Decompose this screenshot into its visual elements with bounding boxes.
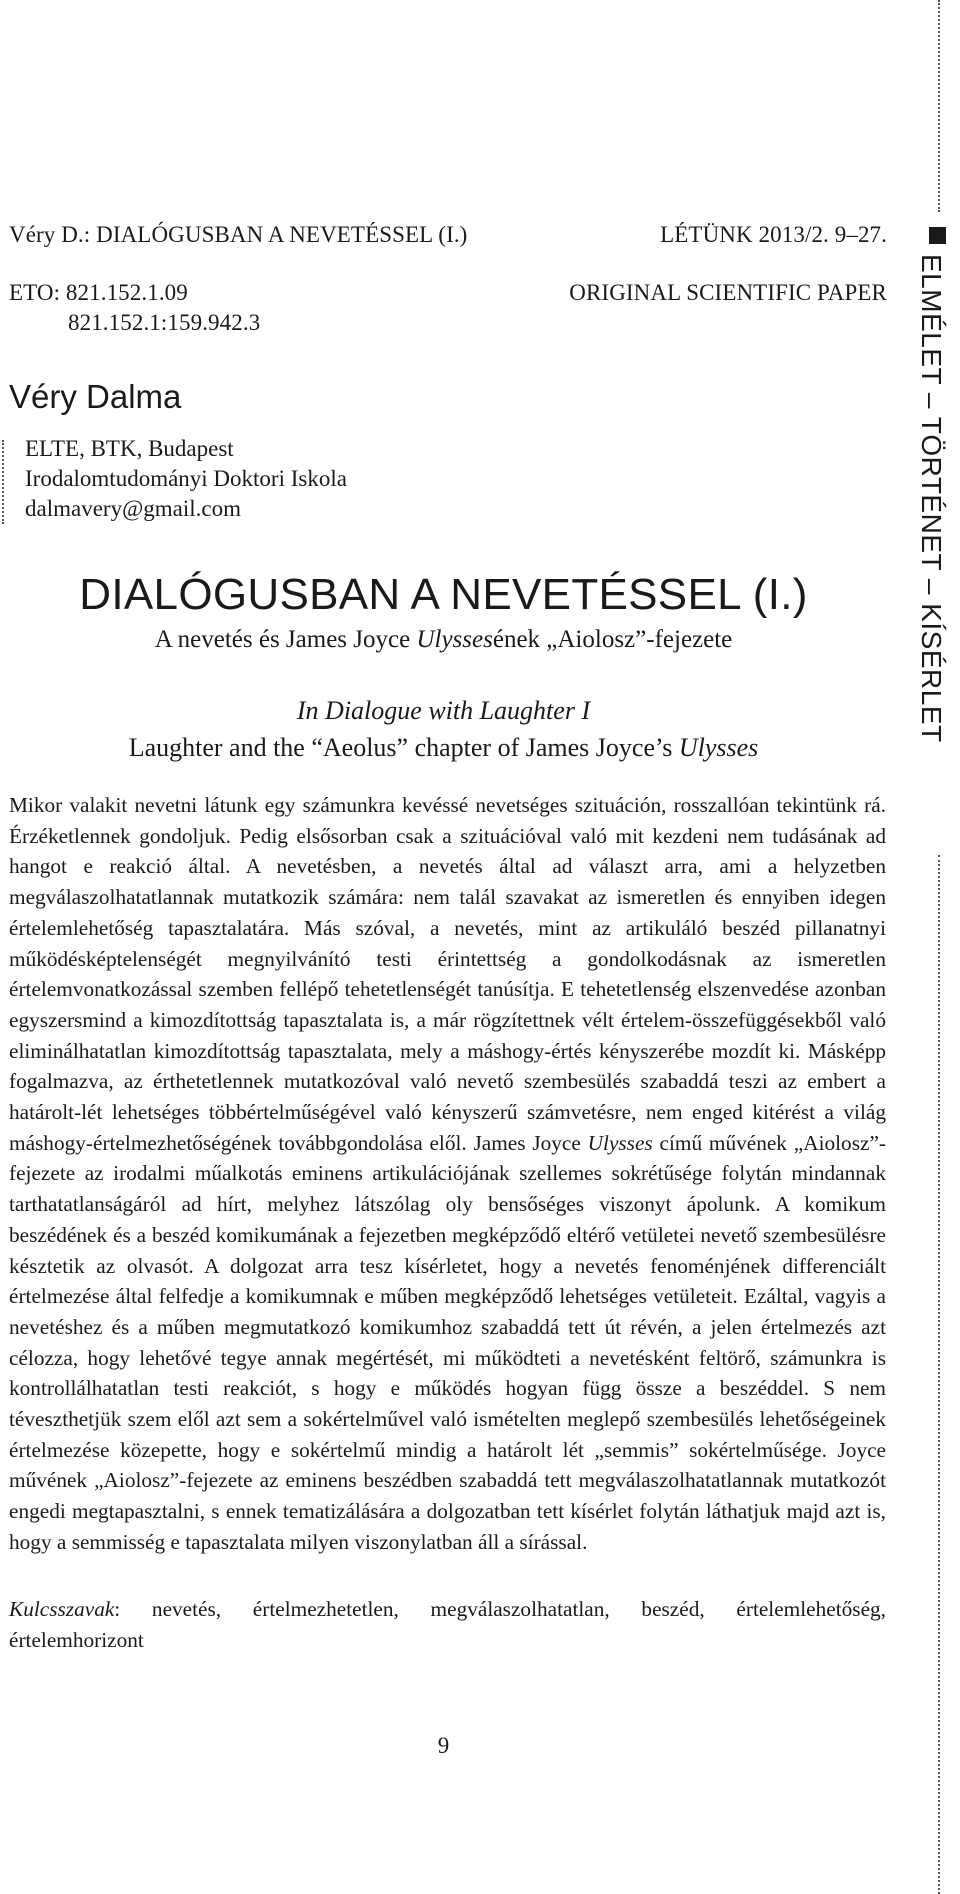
affiliation-line: Irodalomtudományi Doktori Iskola [25,466,347,491]
subtitle-text: ének „Aiolosz”-fejezete [492,626,733,653]
side-divider-top [938,0,940,212]
journal-citation: LÉTÜNK 2013/2. 9–27. [660,222,887,247]
article-title: DIALÓGUSBAN A NEVETÉSSEL (I.) [79,570,808,619]
english-subtitle-work-title: Ulysses [678,733,759,762]
author-affiliation [9,434,347,524]
english-title: In Dialogue with Laughter I [296,696,591,725]
page-number: 9 [437,1733,450,1758]
affiliation-line: ELTE, BTK, Budapest [25,436,234,461]
author-email: dalmavery@gmail.com [25,496,241,521]
section-label: ELMÉLET – TÖRTÉNET – KÍSÉRLET [916,254,947,743]
keywords-text: : nevetés, értelmezhetetlen, megválaszolhatatlan, beszéd, értelemlehetőség, értelemhorizont [9,1597,886,1652]
eto-code-secondary: 821.152.1:159.942.3 [68,310,261,335]
section-marker-icon [929,227,946,244]
side-divider-bottom [938,855,940,1894]
english-subtitle [0,733,887,763]
abstract-text: Mikor valakit nevetni látunk egy számunkra kevéssé nevetséges szituáción, rosszallóan tekintünk rá. Érzéketlennek gondoljuk. Pedig elsősorban csak a szituációval való mit kezdeni nem tudásának ad hangot e reakció által. A nevetésben, a nevetés által ad választ arra, ami a helyzetben megválaszolhatatlannak mutatkozik számára: nem talál szavakat az ismeretlen és ennyiben idegen értelemlehetőség tapasztalatára. Más szóval, a nevetés, mint az artikuláló beszéd pillanatnyi működésképtelenségét megnyilvánító testi érintettség a gondolkodásnak az ismeretlen értelemvonatkozással szemben fellépő tehetetlenségét tanúsítja. E tehetetlenség elszenvedése azonban egyszersmind a kimozdítottság tapasztalata is, a már rögzítettnek vélt értelem-összefüggésekből való eliminálhatatlan kimozdítottság tapasztalata, mely a máshogy-értés kényszerébe mozdít ki. Másképp fogalmazva, az érthetetlennek mutatkozóval való nevető szembesülés szabaddá teszi az embert a határolt-lét lehetséges többértelműségével való kényszerű számvetésre, nem enged kitérést a világ máshogy-értelmezhetőségének továbbgondolása elől. James Joyce [9,793,886,1155]
abstract [9,790,886,1558]
keywords [9,1594,886,1655]
running-title: Véry D.: DIALÓGUSBAN A NEVETÉSSEL (I.) [9,222,468,247]
subtitle-work-title: Ulysses [416,626,493,653]
abstract-work-title: Ulysses [587,1130,653,1155]
abstract-text: című művének „Aiolosz”-fejezete az irodalmi műalkotás eminens artikulációjának szellemes sokrétűsége folytán mindannak tarthatatlanságáról ad hírt, melyhez látszólag oly bensőséges viszonyt ápolunk. A komikum beszédének és a beszéd komikumának a fejezetben megképződő eltérő vetületei nevető szembesülésre késztetik az olvasót. A dolgozat arra tesz kísérletet, hogy a nevetés fenoménjének differenciált értelmezése által felfedje a komikumnak e műben megképződő lehetséges vetületeit. Ezáltal, vagyis a nevetéshez és a műben megmutatkozó komikumhoz szabaddá tett út révén, a jelen értelmezés azt célozza, hogy lehetővé tegye annak megértését, mi működteti a nevetésként feltörő, számunkra is kontrollálhatatlan testi reakciót, s hogy e működés hogyan függ össze a beszéddel. S nem téveszthetjük szem elől azt sem a sokértelművel való ismételten meglepő szembesülés lehetőségeinek értelmezése közepette, hogy e sokértelmű mindig a határolt lét „semmis” sokértelműsége. Joyce művének „Aiolosz”-fejezete az eminens beszédben szabaddá tett megválaszolhatatlannak mutatkozót engedi megtapasztalni, s ennek tematizálására a dolgozatban tett kísérlet folytán láthatjuk majd azt is, hogy a semmisség e tapasztalata milyen viszonylatban áll a sírással. [9,1130,886,1554]
subtitle-text: A nevetés és James Joyce [154,626,417,653]
eto-code: ETO: 821.152.1.09 [9,280,188,305]
paper-type: ORIGINAL SCIENTIFIC PAPER [569,280,887,305]
english-subtitle-text: Laughter and the “Aeolus” chapter of James Joyce’s [128,733,679,762]
affiliation-divider [2,440,4,524]
keywords-label: Kulcsszavak [9,1597,115,1621]
author-name: Véry Dalma [9,378,182,415]
article-subtitle [0,626,887,654]
